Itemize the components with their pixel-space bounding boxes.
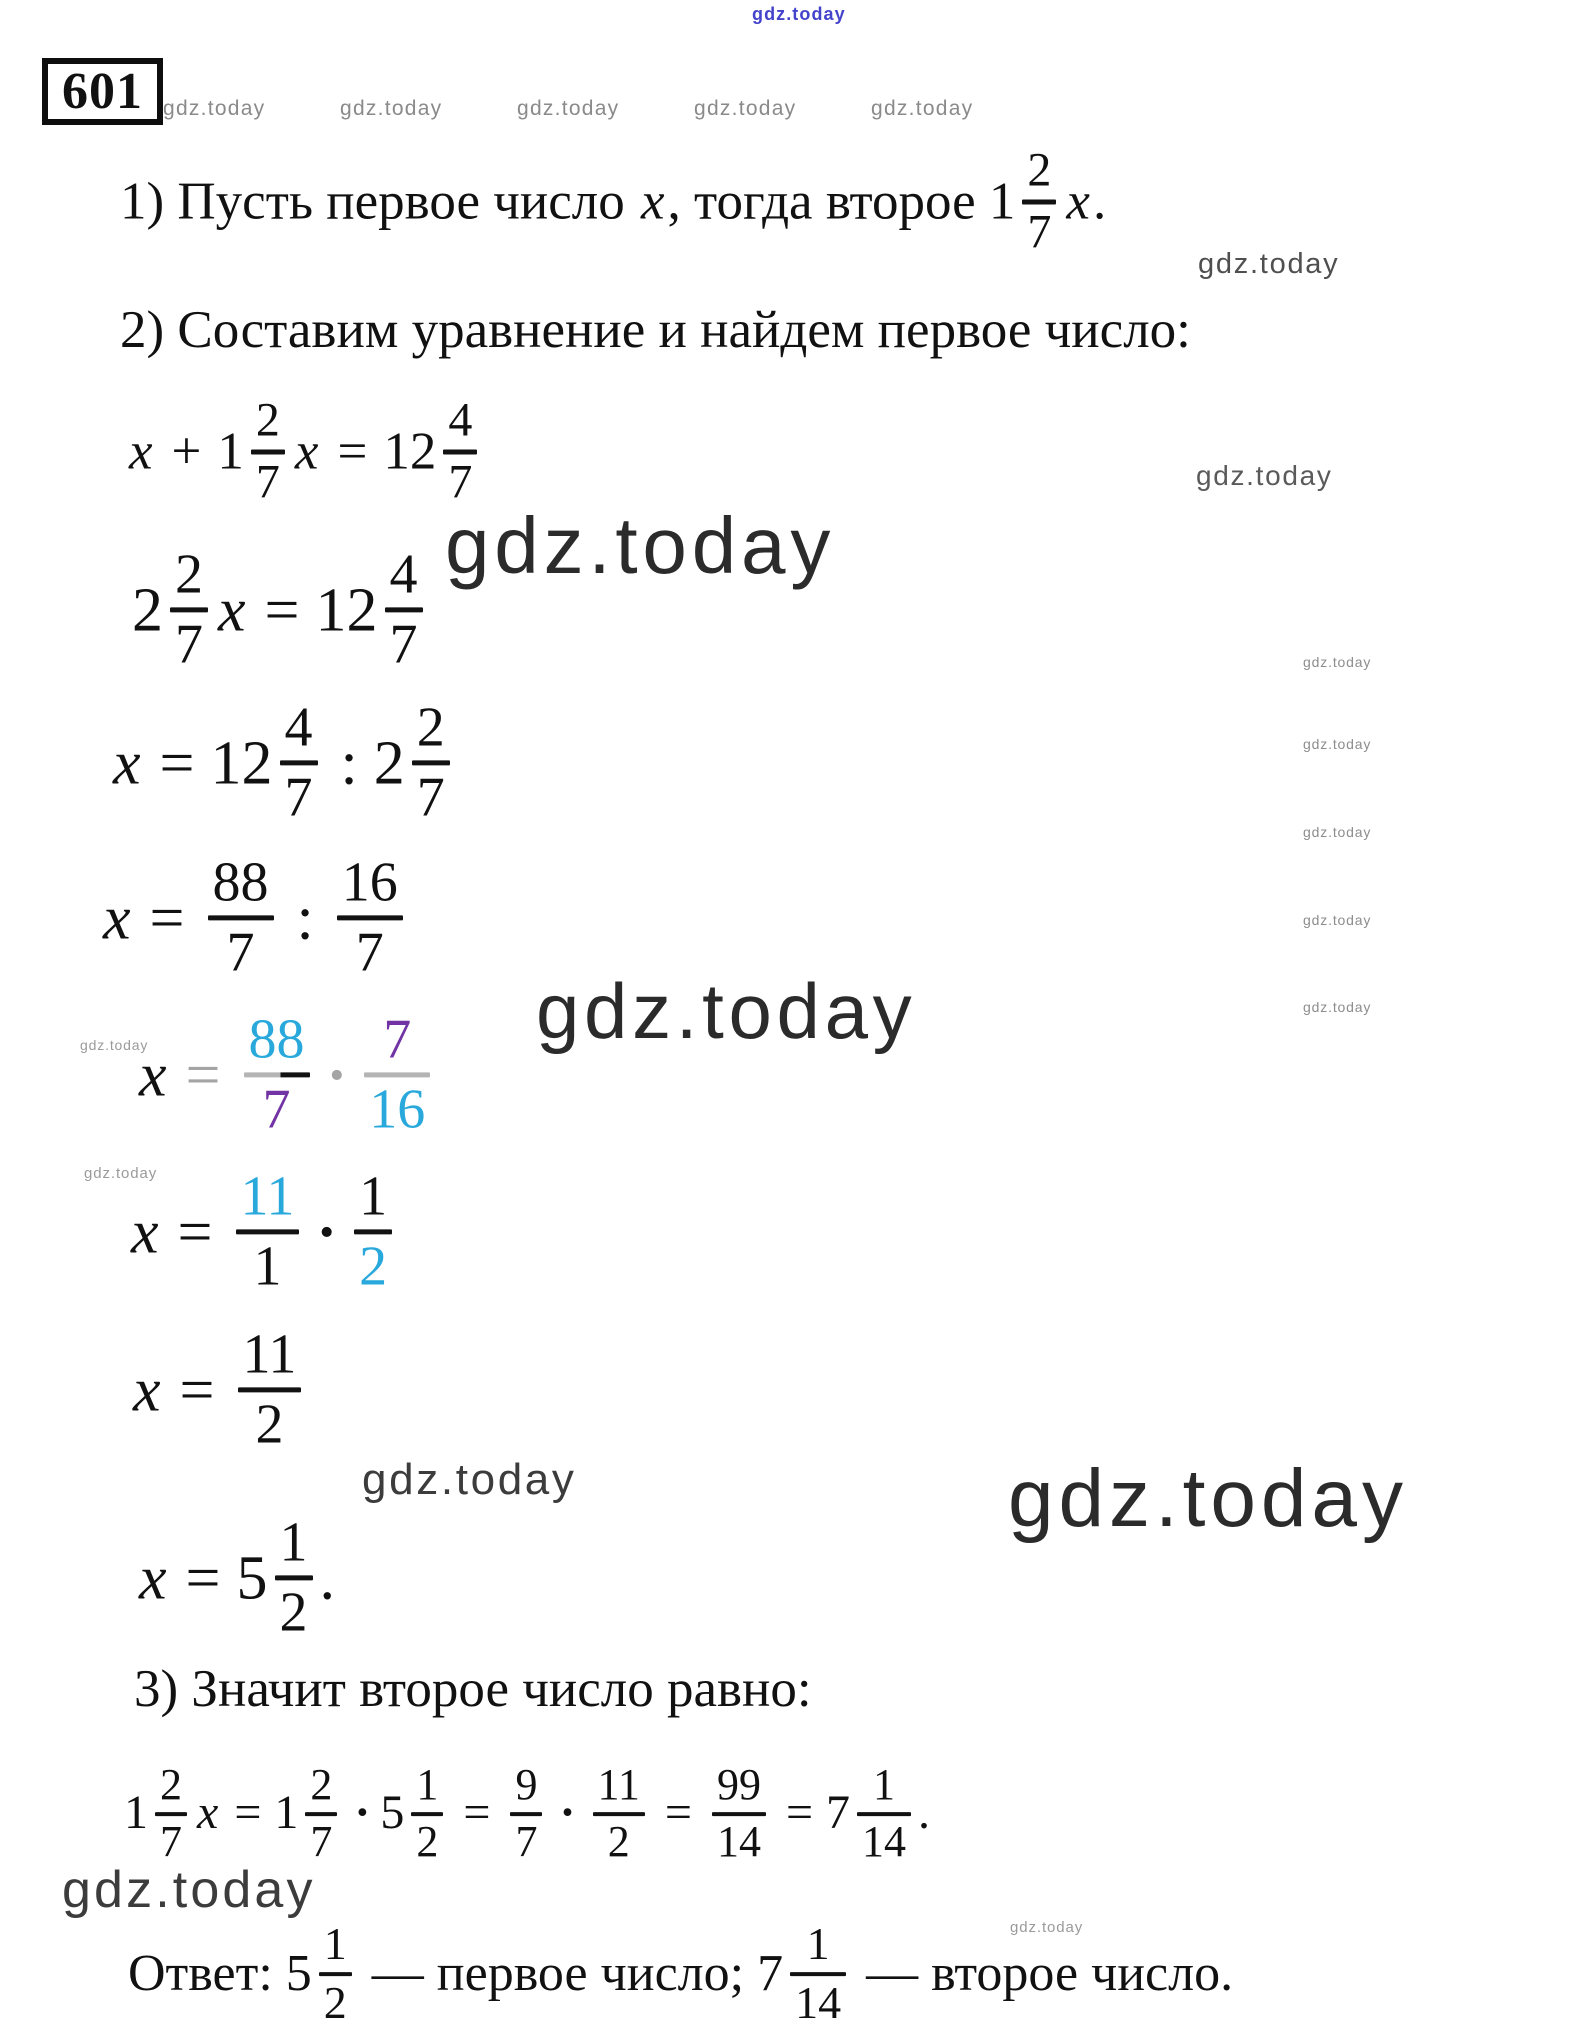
fraction-bar — [364, 1073, 430, 1078]
statement-1 — [120, 143, 1107, 259]
text-run: 7 — [826, 1786, 851, 1840]
denominator: 2 — [279, 1581, 308, 1644]
fraction — [412, 696, 450, 829]
fraction-bar — [155, 1812, 187, 1816]
fraction — [364, 1008, 430, 1141]
denominator: 7 — [416, 766, 445, 829]
fraction-bar — [305, 1812, 337, 1816]
numerator: 4 — [448, 393, 473, 447]
denominator: 2 — [323, 1977, 347, 2028]
equation-8 — [136, 1511, 335, 1644]
variable: x — [131, 1197, 159, 1266]
numerator: 1 — [323, 1918, 347, 1970]
watermark-big: gdz.today — [445, 501, 836, 590]
fraction-bar — [170, 608, 208, 613]
denominator: 2 — [607, 1817, 630, 1866]
fraction-bar — [280, 761, 318, 766]
text-run: 12 — [315, 575, 378, 644]
variable: x — [218, 575, 246, 644]
equation-1 — [126, 393, 484, 509]
equation-5 — [136, 1008, 437, 1141]
text-run: 1 — [274, 1786, 299, 1840]
fraction — [208, 851, 274, 984]
watermark-tiny: gdz.today — [84, 1165, 158, 1182]
numerator: 1 — [416, 1760, 439, 1810]
denominator: 14 — [862, 1817, 907, 1866]
operator: = — [664, 1786, 692, 1840]
problem-number: 601 — [62, 63, 143, 120]
fraction-bar — [857, 1812, 911, 1816]
operator: : — [340, 728, 358, 797]
fraction-bar — [593, 1812, 645, 1816]
watermark-right-medium: gdz.today — [1198, 248, 1340, 280]
denominator: 2 — [255, 1393, 284, 1456]
fraction — [238, 1323, 302, 1456]
fraction-bar — [354, 1230, 392, 1235]
text-run: , тогда второе — [667, 172, 989, 231]
numerator: 2 — [416, 696, 445, 759]
denominator: 7 — [389, 613, 418, 676]
text-run: 7 — [757, 1945, 784, 2003]
problem-number-box — [42, 58, 163, 125]
text-run: Ответ: — [128, 1945, 286, 2003]
variable: x — [641, 172, 665, 231]
fraction — [319, 1918, 352, 2028]
operator: = — [463, 1786, 491, 1840]
watermark-tiny: gdz.today — [1010, 1919, 1084, 1936]
fraction — [354, 1165, 392, 1298]
numerator: 1 — [359, 1165, 388, 1228]
equation-6 — [128, 1165, 399, 1298]
denominator: 7 — [226, 921, 255, 984]
text-run: 2 — [132, 575, 163, 644]
fraction — [1022, 143, 1056, 259]
denominator: 7 — [255, 455, 280, 509]
numerator: 4 — [389, 543, 418, 606]
operator: = — [264, 575, 300, 644]
fraction-bar — [790, 1972, 846, 1976]
fraction-bar — [251, 450, 285, 455]
numerator: 2 — [255, 393, 280, 447]
fraction-bar — [319, 1972, 352, 1976]
denominator: 16 — [369, 1078, 426, 1141]
operator: = — [785, 1786, 814, 1840]
variable: x — [129, 422, 153, 481]
equation-7 — [130, 1323, 308, 1456]
text-run: 3) Значит второе число равно: — [134, 1659, 812, 1718]
fraction-bar — [1022, 200, 1056, 205]
operator: = — [159, 728, 195, 797]
operator: = — [185, 1543, 221, 1612]
operator: = — [185, 1040, 221, 1109]
watermark-tiny: gdz.today — [1303, 736, 1372, 752]
denominator: 7 — [448, 455, 473, 509]
fraction — [790, 1918, 846, 2028]
equation-2 — [132, 543, 430, 676]
text-run: 12 — [210, 728, 273, 797]
fraction — [305, 1760, 337, 1866]
variable: x — [294, 422, 319, 481]
fraction-bar — [208, 916, 274, 921]
fraction-bar — [238, 1388, 302, 1393]
denominator: 2 — [416, 1817, 439, 1866]
fraction-bar — [244, 1073, 310, 1078]
multiply-dot: · — [559, 1786, 576, 1840]
fraction-bar — [337, 916, 403, 921]
watermark-tiny: gdz.today — [1303, 912, 1372, 928]
text-run: . — [1092, 172, 1107, 231]
fraction-bar — [712, 1812, 766, 1816]
fraction-bar — [412, 761, 450, 766]
numerator: 2 — [1027, 143, 1052, 197]
watermark-right-medium: gdz.today — [1196, 460, 1333, 491]
text-run: 5 — [285, 1945, 312, 2003]
denominator: 2 — [359, 1235, 388, 1298]
watermark-tiny: gdz.today — [80, 1037, 149, 1053]
text-run: . — [319, 1543, 335, 1612]
fraction-bar — [236, 1230, 300, 1235]
operator: — — [866, 1945, 919, 2003]
operator: = — [337, 422, 368, 481]
numerator: 1 — [806, 1918, 830, 1970]
fraction — [857, 1760, 911, 1866]
text-run: 2 — [373, 728, 405, 797]
variable: x — [113, 728, 141, 797]
watermark-row: gdz.today — [871, 97, 974, 120]
numerator: 9 — [515, 1760, 538, 1810]
multiply-dot: · — [316, 1197, 338, 1266]
denominator: 7 — [262, 1078, 291, 1141]
fraction — [244, 1008, 310, 1141]
multiply-dot: · — [326, 1040, 348, 1109]
fraction-bar — [385, 608, 423, 613]
watermark-top-blue: gdz.today — [752, 4, 846, 24]
equation-long — [124, 1760, 931, 1866]
denominator: 7 — [284, 766, 313, 829]
watermark-big: gdz.today — [536, 967, 917, 1055]
watermark-row: gdz.today — [340, 97, 443, 120]
fraction — [170, 543, 208, 676]
watermark-medium: gdz.today — [362, 1455, 577, 1504]
denominator: 7 — [175, 613, 203, 676]
watermark-tiny: gdz.today — [1303, 654, 1372, 670]
text-run: первое число; — [436, 1945, 758, 2003]
operator: = — [234, 1786, 262, 1840]
operator: = — [177, 1197, 213, 1266]
numerator: 1 — [279, 1511, 308, 1574]
text-run: 1 — [124, 1786, 148, 1840]
fraction — [385, 543, 423, 676]
text-run: 1) Пусть первое число — [120, 172, 638, 231]
operator: : — [296, 883, 314, 952]
text-run: 5 — [380, 1786, 405, 1840]
numerator: 16 — [341, 851, 398, 914]
numerator: 88 — [248, 1008, 305, 1071]
text-run: 12 — [383, 422, 437, 481]
denominator: 14 — [795, 1977, 842, 2028]
fraction-bar — [443, 450, 477, 455]
text-run: 1 — [988, 172, 1016, 231]
text-run: . — [918, 1786, 931, 1840]
multiply-dot: · — [354, 1786, 371, 1840]
text-run: второе число. — [931, 1945, 1234, 2003]
variable: x — [139, 1543, 167, 1612]
watermark-row: gdz.today — [517, 97, 620, 120]
operator: = — [179, 1355, 215, 1424]
fraction — [712, 1760, 766, 1866]
numerator: 88 — [212, 851, 269, 914]
watermark-tiny: gdz.today — [1303, 999, 1372, 1015]
variable: x — [133, 1355, 161, 1424]
statement-3 — [134, 1660, 812, 1718]
text-run: 1 — [217, 422, 244, 481]
answer-line — [128, 1918, 1234, 2028]
numerator: 4 — [284, 696, 313, 759]
watermark-tiny: gdz.today — [1303, 824, 1372, 840]
denominator: 7 — [160, 1817, 182, 1866]
fraction — [510, 1760, 542, 1866]
operator: = — [149, 883, 185, 952]
watermark-big: gdz.today — [1008, 1453, 1408, 1544]
numerator: 99 — [716, 1760, 761, 1810]
numerator: 2 — [160, 1760, 182, 1810]
watermark-medium: gdz.today — [62, 1861, 316, 1919]
equation-4 — [100, 851, 410, 984]
numerator: 11 — [597, 1760, 640, 1810]
fraction — [593, 1760, 645, 1866]
fraction — [443, 393, 477, 509]
denominator: 14 — [716, 1817, 761, 1866]
fraction-bar — [275, 1576, 313, 1581]
variable: x — [139, 1040, 167, 1109]
fraction-bar — [510, 1812, 542, 1816]
numerator: 2 — [310, 1760, 333, 1810]
denominator: 7 — [515, 1817, 538, 1866]
fraction — [337, 851, 403, 984]
text-run: 5 — [236, 1543, 268, 1612]
operator: — — [371, 1945, 424, 2003]
numerator: 2 — [175, 543, 203, 606]
numerator: 11 — [240, 1165, 295, 1228]
variable: x — [103, 883, 131, 952]
denominator: 7 — [355, 921, 384, 984]
watermark-row: gdz.today — [694, 97, 797, 120]
numerator: 1 — [873, 1760, 896, 1810]
variable: x — [197, 1786, 219, 1840]
operator: + — [171, 422, 202, 481]
numerator: 7 — [383, 1008, 412, 1071]
fraction — [155, 1760, 187, 1866]
fraction-bar — [411, 1812, 443, 1816]
fraction — [280, 696, 318, 829]
fraction — [275, 1511, 313, 1644]
denominator: 1 — [253, 1235, 282, 1298]
fraction — [251, 393, 285, 509]
denominator: 7 — [310, 1817, 333, 1866]
denominator: 7 — [1027, 205, 1052, 259]
variable: x — [1066, 172, 1090, 231]
statement-2 — [120, 301, 1191, 359]
fraction — [236, 1165, 300, 1298]
numerator: 11 — [242, 1323, 297, 1386]
fraction — [411, 1760, 443, 1866]
text-run: 2) Составим уравнение и найдем первое число: — [120, 300, 1191, 359]
watermark-row: gdz.today — [163, 97, 266, 120]
equation-3 — [110, 696, 457, 829]
